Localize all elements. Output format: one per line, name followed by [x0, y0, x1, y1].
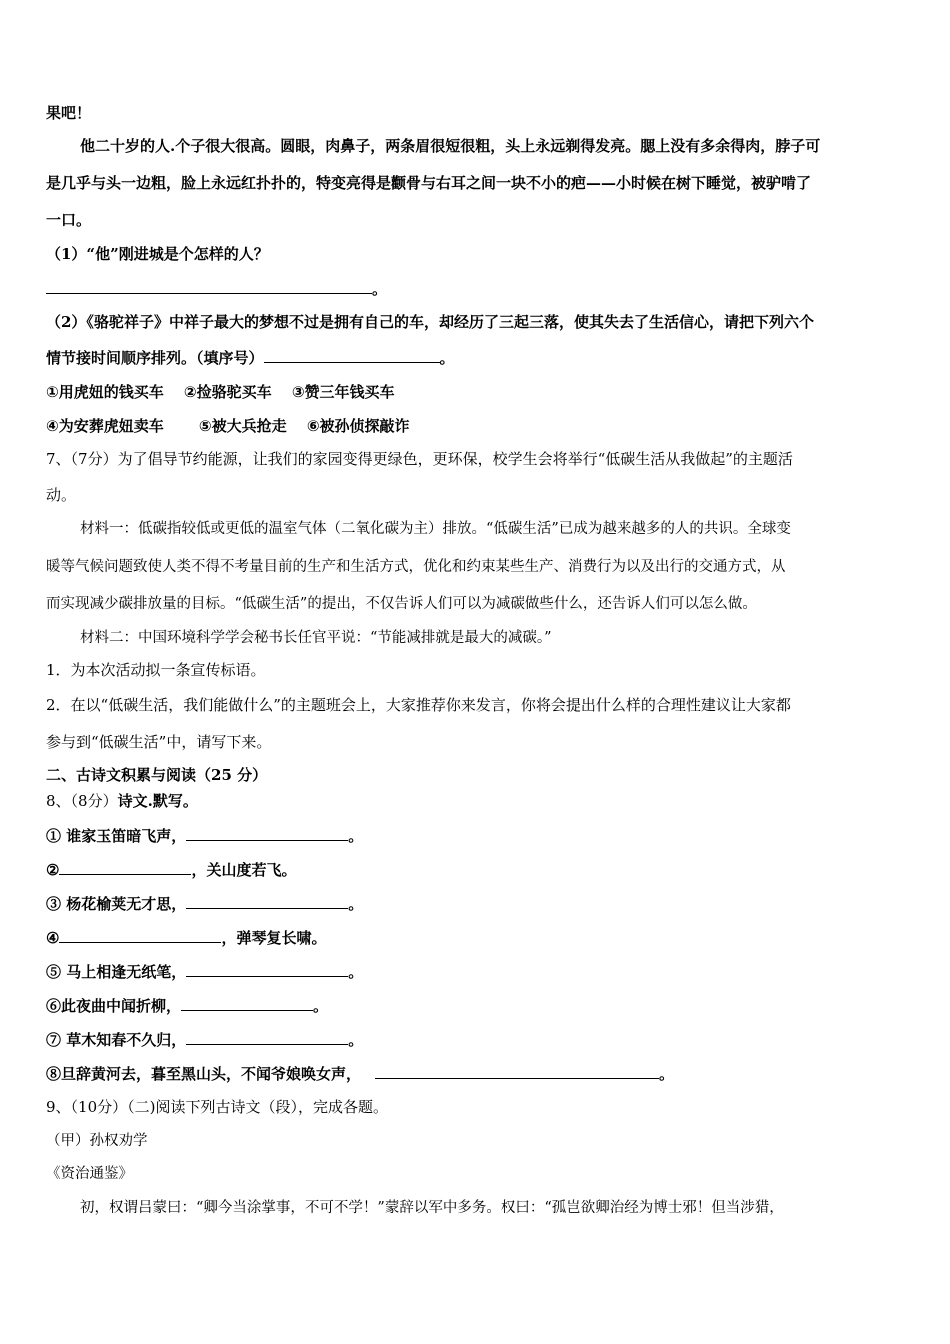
passage-title: （甲）孙权劝学 [46, 1133, 148, 1149]
sub-question-2: 2．在以“低碳生活，我们能做什么”的主题班会上，大家推荐你来发言，你将会提出什么样的合理性建议让大家都 [46, 696, 791, 714]
answer-blank[interactable] [186, 1029, 348, 1045]
answer-line-1: 。 [46, 278, 387, 299]
passage-text: 初，权谓吕蒙曰：“卿今当涂掌事，不可不学！”蒙辞以军中多务。权曰：“孤岂欲卿治经为博士邪！但当涉猎， [80, 1200, 784, 1216]
material-2: 材料二：中国环境科学学会秘书长任官平说：“节能减排就是最大的减碳。” [80, 630, 552, 646]
text-line: 动。 [46, 486, 77, 504]
poem-line-8: ⑧旦辞黄河去，暮至黑山头，不闻爷娘唤女声， 。 [46, 1065, 675, 1083]
material-1-cont: 而实现减少碳排放量的目标。“低碳生活”的提出，不仅告诉人们可以为减碳做些什么，还告诉人们可以怎么做。 [46, 596, 757, 612]
answer-blank[interactable] [59, 859, 191, 875]
question-9: 9、（10分）（二)阅读下列古诗文（段），完成各题。 [46, 1098, 388, 1116]
question-1: （1）“他”刚进城是个怎样的人？ [46, 245, 269, 263]
answer-blank[interactable] [264, 347, 440, 363]
question-2-cont: 情节接时间顺序排列。（填序号） 。 [46, 349, 455, 367]
answer-blank[interactable] [186, 893, 348, 909]
text-line: 果吧！ [46, 104, 92, 122]
poem-line-3: ③ 杨花榆荚无才思， 。 [46, 895, 364, 913]
answer-blank[interactable] [186, 961, 348, 977]
text-line: 参与到“低碳生活”中，请写下来。 [46, 733, 272, 751]
question-7: 7、（7分）为了倡导节约能源，让我们的家园变得更绿色，更环保，校学生会将举行“低碳生活从我做起”的主题活 [46, 450, 793, 468]
option-row: ④为安葬虎妞卖车 ⑤被大兵抢走 ⑥被孙侦探敲诈 [46, 417, 410, 435]
option-row: ①用虎妞的钱买车 ②捡骆驼买车 ③赞三年钱买车 [46, 383, 395, 401]
text-line: 是几乎与头一边粗，脸上永远红扑扑的，特变亮得是颧骨与右耳之间一块不小的疤——小时候在树下睡觉，被驴啃了 [46, 174, 812, 192]
passage-source: 《资治通鉴》 [46, 1166, 133, 1182]
text-line: 一口。 [46, 211, 92, 229]
material-1: 材料一：低碳指较低或更低的温室气体（二氧化碳为主）排放。“低碳生活”已成为越来越多的人的共识。全球变 [80, 521, 791, 537]
poem-line-5: ⑤ 马上相逢无纸笔， 。 [46, 963, 364, 981]
question-2: （2）《骆驼祥子》中祥子最大的梦想不过是拥有自己的车，却经历了三起三落，使其失去了生活信心，请把下列六个 [46, 313, 814, 331]
answer-blank[interactable] [46, 278, 372, 294]
poem-line-7: ⑦ 草木知春不久归， 。 [46, 1031, 364, 1049]
answer-blank[interactable] [181, 995, 313, 1011]
answer-blank[interactable] [375, 1063, 659, 1079]
poem-line-2: ② ，关山度若飞。 [46, 861, 297, 879]
poem-line-4: ④ ，弹琴复长啸。 [46, 929, 327, 947]
poem-line-6: ⑥此夜曲中闻折柳， 。 [46, 997, 329, 1015]
sub-question-1: 1．为本次活动拟一条宣传标语。 [46, 661, 266, 679]
question-8: 8、（8分）诗文.默写。 [46, 792, 198, 810]
section-heading: 二、古诗文积累与阅读（25 分） [46, 766, 268, 784]
answer-blank[interactable] [59, 927, 221, 943]
poem-line-1: ① 谁家玉笛暗飞声， 。 [46, 827, 364, 845]
text-line: 他二十岁的人.个子很大很高。圆眼，肉鼻子，两条眉很短很粗，头上永远剃得发亮。腮上没有多余得肉，脖子可 [80, 137, 821, 155]
answer-blank[interactable] [186, 825, 348, 841]
material-1-cont: 暖等气候问题致使人类不得不考量目前的生产和生活方式，优化和约束某些生产、消费行为以及出行的交通方式，从 [46, 559, 786, 575]
